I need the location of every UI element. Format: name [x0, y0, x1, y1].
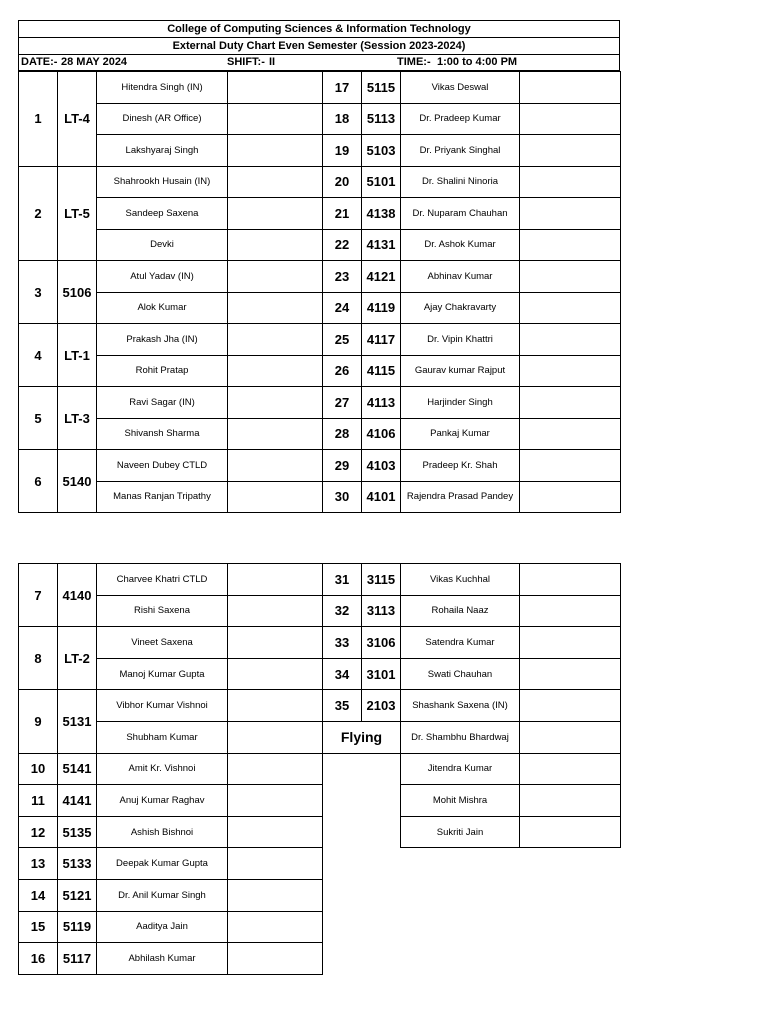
serial-number: 29 [323, 450, 362, 482]
chart-subtitle-text: External Duty Chart Even Semester (Session 2023-2024) [172, 40, 466, 52]
serial-number: 8 [19, 627, 58, 690]
signature-cell [520, 261, 621, 293]
invigilator-name: Manas Ranjan Tripathy [97, 481, 228, 513]
signature-cell [520, 387, 621, 419]
room-number: LT-1 [58, 324, 97, 387]
table-row [19, 595, 621, 627]
signature-cell [228, 690, 323, 722]
serial-number: 31 [323, 564, 362, 596]
signature-cell [228, 103, 323, 135]
room-number: 5117 [58, 943, 97, 975]
table-row [19, 753, 621, 785]
serial-number: 6 [19, 450, 58, 513]
invigilator-name: Shubham Kumar [97, 721, 228, 753]
invigilator-name: Atul Yadav (IN) [97, 261, 228, 293]
room-number: 4113 [362, 387, 401, 419]
serial-number: 27 [323, 387, 362, 419]
serial-number: 21 [323, 198, 362, 230]
serial-number: 34 [323, 658, 362, 690]
table-row [19, 785, 621, 817]
signature-cell [228, 911, 323, 943]
flying-squad-member: Mohit Mishra [401, 785, 520, 817]
signature-cell [520, 658, 621, 690]
serial-number: 19 [323, 135, 362, 167]
invigilator-name: Anuj Kumar Raghav [97, 785, 228, 817]
blank-cell [323, 753, 401, 785]
serial-number: 3 [19, 261, 58, 324]
signature-cell [520, 166, 621, 198]
table-row [19, 72, 621, 104]
table-row [19, 848, 621, 880]
flying-squad-member: Sukriti Jain [401, 816, 520, 848]
signature-cell [520, 481, 621, 513]
signature-cell [520, 324, 621, 356]
invigilator-name: Amit Kr. Vishnoi [97, 753, 228, 785]
signature-cell [520, 753, 621, 785]
table-row [19, 292, 621, 324]
signature-cell [228, 450, 323, 482]
invigilator-name: Charvee Khatri CTLD [97, 564, 228, 596]
invigilator-name: Dr. Ashok Kumar [401, 229, 520, 261]
serial-number: 17 [323, 72, 362, 104]
serial-number: 4 [19, 324, 58, 387]
serial-number: 23 [323, 261, 362, 293]
invigilator-name: Satendra Kumar [401, 627, 520, 659]
invigilator-name: Ashish Bishnoi [97, 816, 228, 848]
room-number: 5101 [362, 166, 401, 198]
invigilator-name: Dr. Nuparam Chauhan [401, 198, 520, 230]
invigilator-name: Dinesh (AR Office) [97, 103, 228, 135]
room-number: LT-2 [58, 627, 97, 690]
blank-cell [323, 943, 621, 975]
time-label: TIME:- [397, 56, 431, 68]
invigilator-name: Aaditya Jain [97, 911, 228, 943]
signature-cell [228, 229, 323, 261]
table-row [19, 481, 621, 513]
serial-number: 33 [323, 627, 362, 659]
signature-cell [520, 564, 621, 596]
shift-label: SHIFT:- [227, 56, 265, 68]
shift-value: II [269, 56, 276, 68]
room-number: 4117 [362, 324, 401, 356]
invigilator-name: Vibhor Kumar Vishnoi [97, 690, 228, 722]
room-number: 4103 [362, 450, 401, 482]
room-number: 4138 [362, 198, 401, 230]
room-number: 5131 [58, 690, 97, 753]
signature-cell [520, 418, 621, 450]
serial-number: 30 [323, 481, 362, 513]
invigilator-name: Alok Kumar [97, 292, 228, 324]
invigilator-name: Dr. Vipin Khattri [401, 324, 520, 356]
signature-cell [520, 135, 621, 167]
invigilator-name: Vineet Saxena [97, 627, 228, 659]
table-row [19, 166, 621, 198]
signature-cell [228, 418, 323, 450]
table-row [19, 229, 621, 261]
invigilator-name: Dr. Anil Kumar Singh [97, 879, 228, 911]
signature-cell [520, 229, 621, 261]
table-row [19, 261, 621, 293]
invigilator-name: Rishi Saxena [97, 595, 228, 627]
room-number: 4119 [362, 292, 401, 324]
invigilator-name: Dr. Priyank Singhal [401, 135, 520, 167]
table-row [19, 135, 621, 167]
signature-cell [520, 627, 621, 659]
table-row [19, 690, 621, 722]
invigilator-name: Deepak Kumar Gupta [97, 848, 228, 880]
signature-cell [228, 72, 323, 104]
invigilator-name: Rajendra Prasad Pandey [401, 481, 520, 513]
signature-cell [228, 564, 323, 596]
invigilator-name: Rohit Pratap [97, 355, 228, 387]
serial-number: 24 [323, 292, 362, 324]
invigilator-name: Pankaj Kumar [401, 418, 520, 450]
room-number: 5140 [58, 450, 97, 513]
room-number: 3115 [362, 564, 401, 596]
signature-cell [228, 355, 323, 387]
room-number: LT-5 [58, 166, 97, 261]
room-number: 3113 [362, 595, 401, 627]
signature-cell [228, 481, 323, 513]
signature-cell [228, 261, 323, 293]
duty-table-1 [18, 71, 621, 513]
room-number: 5141 [58, 753, 97, 785]
serial-number: 25 [323, 324, 362, 356]
table-row [19, 450, 621, 482]
serial-number: 28 [323, 418, 362, 450]
signature-cell [228, 658, 323, 690]
invigilator-name: Devki [97, 229, 228, 261]
signature-cell [228, 848, 323, 880]
invigilator-name: Shivansh Sharma [97, 418, 228, 450]
room-number: 5121 [58, 879, 97, 911]
table-row [19, 721, 621, 753]
table-row [19, 198, 621, 230]
room-number: 5113 [362, 103, 401, 135]
signature-cell [228, 292, 323, 324]
invigilator-name: Shashank Saxena (IN) [401, 690, 520, 722]
invigilator-name: Manoj Kumar Gupta [97, 658, 228, 690]
signature-cell [520, 355, 621, 387]
table-row [19, 943, 621, 975]
chart-title [18, 20, 620, 38]
blank-cell [323, 816, 401, 848]
room-number: 5103 [362, 135, 401, 167]
invigilator-name: Lakshyaraj Singh [97, 135, 228, 167]
serial-number: 9 [19, 690, 58, 753]
room-number: 5135 [58, 816, 97, 848]
signature-cell [228, 943, 323, 975]
invigilator-name: Harjinder Singh [401, 387, 520, 419]
invigilator-name: Naveen Dubey CTLD [97, 450, 228, 482]
serial-number: 13 [19, 848, 58, 880]
invigilator-name: Ravi Sagar (IN) [97, 387, 228, 419]
invigilator-name: Abhinav Kumar [401, 261, 520, 293]
room-number: 3106 [362, 627, 401, 659]
date-value: 28 MAY 2024 [61, 56, 128, 68]
signature-cell [228, 816, 323, 848]
signature-cell [228, 198, 323, 230]
signature-cell [520, 292, 621, 324]
serial-number: 2 [19, 166, 58, 261]
table-row [19, 103, 621, 135]
room-number: 4131 [362, 229, 401, 261]
table-row [19, 911, 621, 943]
serial-number: 14 [19, 879, 58, 911]
flying-label: Flying [323, 721, 401, 753]
table-row [19, 324, 621, 356]
table-row [19, 627, 621, 659]
chart-title-text: College of Computing Sciences & Information Technology [167, 23, 471, 35]
serial-number: 16 [19, 943, 58, 975]
room-number: 5106 [58, 261, 97, 324]
serial-number: 26 [323, 355, 362, 387]
time-value: 1:00 to 4:00 PM [437, 56, 518, 68]
serial-number: 32 [323, 595, 362, 627]
serial-number: 5 [19, 387, 58, 450]
table-row [19, 658, 621, 690]
signature-cell [228, 721, 323, 753]
room-number: 4106 [362, 418, 401, 450]
invigilator-name: Dr. Pradeep Kumar [401, 103, 520, 135]
room-number: 5115 [362, 72, 401, 104]
signature-cell [520, 690, 621, 722]
room-number: 3101 [362, 658, 401, 690]
serial-number: 7 [19, 564, 58, 627]
signature-cell [228, 753, 323, 785]
date-label: DATE:- [21, 56, 58, 68]
invigilator-name: Rohaila Naaz [401, 595, 520, 627]
table-row [19, 355, 621, 387]
table-row [19, 387, 621, 419]
signature-cell [228, 135, 323, 167]
signature-cell [228, 387, 323, 419]
serial-number: 22 [323, 229, 362, 261]
signature-cell [520, 198, 621, 230]
date-shift-time-bar [18, 54, 620, 71]
room-number: 4101 [362, 481, 401, 513]
blank-cell [323, 848, 621, 880]
room-number: 5119 [58, 911, 97, 943]
serial-number: 10 [19, 753, 58, 785]
table-row [19, 418, 621, 450]
signature-cell [520, 816, 621, 848]
signature-cell [520, 72, 621, 104]
room-number: 4141 [58, 785, 97, 817]
table-row [19, 564, 621, 596]
invigilator-name: Hitendra Singh (IN) [97, 72, 228, 104]
signature-cell [520, 450, 621, 482]
invigilator-name: Vikas Kuchhal [401, 564, 520, 596]
signature-cell [228, 324, 323, 356]
room-number: 2103 [362, 690, 401, 722]
invigilator-name: Vikas Deswal [401, 72, 520, 104]
invigilator-name: Dr. Shalini Ninoria [401, 166, 520, 198]
room-number: 5133 [58, 848, 97, 880]
flying-squad-member: Dr. Shambhu Bhardwaj [401, 721, 520, 753]
room-number: 4140 [58, 564, 97, 627]
serial-number: 15 [19, 911, 58, 943]
room-number: 4115 [362, 355, 401, 387]
serial-number: 11 [19, 785, 58, 817]
serial-number: 20 [323, 166, 362, 198]
flying-squad-member: Jitendra Kumar [401, 753, 520, 785]
signature-cell [228, 166, 323, 198]
signature-cell [520, 721, 621, 753]
invigilator-name: Sandeep Saxena [97, 198, 228, 230]
signature-cell [520, 103, 621, 135]
table-row [19, 816, 621, 848]
room-number: LT-4 [58, 72, 97, 167]
invigilator-name: Pradeep Kr. Shah [401, 450, 520, 482]
duty-table-2 [18, 563, 621, 975]
table-row [19, 879, 621, 911]
room-number: LT-3 [58, 387, 97, 450]
serial-number: 12 [19, 816, 58, 848]
chart-subtitle [18, 37, 620, 55]
invigilator-name: Swati Chauhan [401, 658, 520, 690]
blank-cell [323, 879, 621, 911]
serial-number: 18 [323, 103, 362, 135]
signature-cell [520, 595, 621, 627]
invigilator-name: Prakash Jha (IN) [97, 324, 228, 356]
blank-cell [323, 911, 621, 943]
signature-cell [228, 785, 323, 817]
signature-cell [228, 595, 323, 627]
signature-cell [520, 785, 621, 817]
signature-cell [228, 879, 323, 911]
signature-cell [228, 627, 323, 659]
room-number: 4121 [362, 261, 401, 293]
invigilator-name: Abhilash Kumar [97, 943, 228, 975]
invigilator-name: Shahrookh Husain (IN) [97, 166, 228, 198]
serial-number: 35 [323, 690, 362, 722]
serial-number: 1 [19, 72, 58, 167]
invigilator-name: Ajay Chakravarty [401, 292, 520, 324]
blank-cell [323, 785, 401, 817]
invigilator-name: Gaurav kumar Rajput [401, 355, 520, 387]
